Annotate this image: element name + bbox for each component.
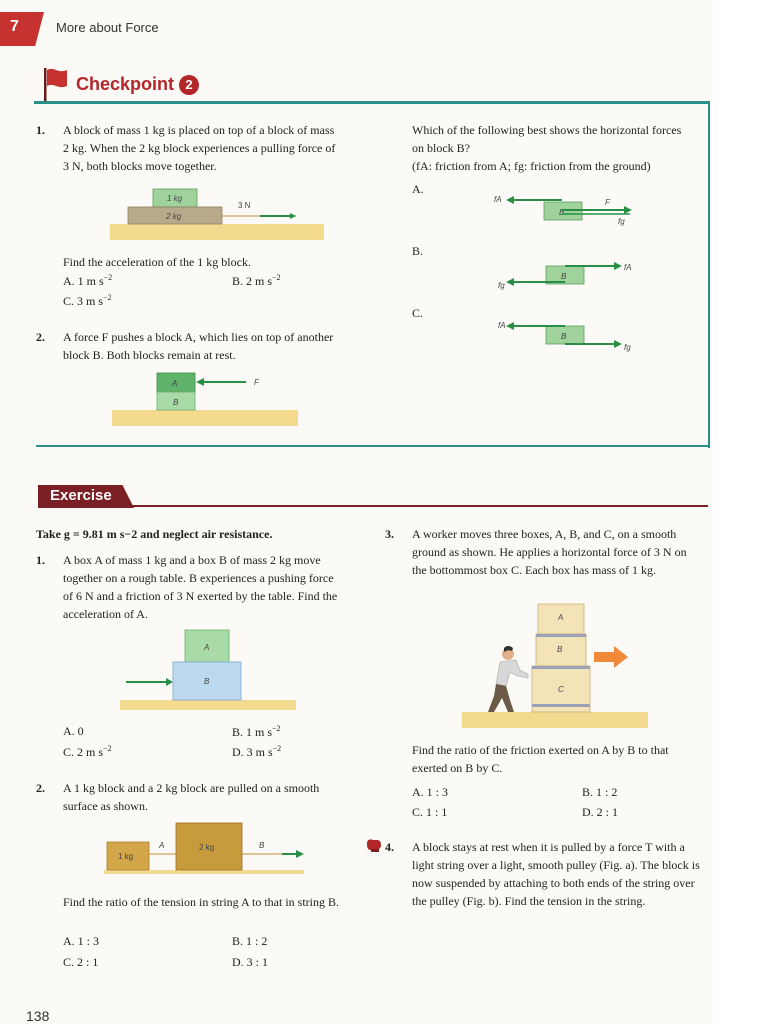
checkpoint-number: 2 <box>185 77 193 92</box>
svg-text:B: B <box>561 272 567 281</box>
cp-q1-force-label: 3 N <box>238 201 251 210</box>
ex-q3-option-a: A. 1 : 3 <box>412 785 448 799</box>
exercise-rule <box>38 505 708 507</box>
cp-q1-number: 1. <box>36 123 45 137</box>
ex-q2-option-a: A. 1 : 3 <box>63 934 99 948</box>
checkpoint-title-text: Checkpoint <box>76 74 175 94</box>
svg-text:fA: fA <box>624 263 632 272</box>
svg-text:fg: fg <box>498 281 505 290</box>
cp-q1-option-a: A. 1 m $s^{-2}$ <box>63 273 113 288</box>
cp-right-text: Which of the following best shows the horizontal forces on block B? <box>412 123 682 155</box>
ex-q1-number: 1. <box>36 553 45 567</box>
cp-q1-bottom-label: 2 kg <box>166 212 182 221</box>
cp-q1-option-c: C. 3 m $s^{-2}$ <box>63 293 112 308</box>
svg-text:fg: fg <box>618 217 625 226</box>
cp-option-c-diagram <box>490 316 650 360</box>
ex-q3-diagram <box>462 600 648 730</box>
checkpoint-number-badge <box>179 75 199 95</box>
ex-q3-b-label: B <box>557 645 563 654</box>
page-edge <box>712 0 768 1024</box>
chapter-tab <box>0 12 44 46</box>
difficulty-icon <box>366 838 382 852</box>
svg-text:F: F <box>605 198 610 207</box>
ex-q1-top-label: A <box>204 643 210 652</box>
chapter-title: More about Force <box>56 20 159 35</box>
cp-q1-diagram <box>110 186 330 242</box>
footer-page-number: 138 <box>26 1008 50 1024</box>
cp-right-option-b: B. <box>412 244 424 258</box>
ex-q3-c-label: C <box>558 685 564 694</box>
cp-q2-diagram <box>112 370 312 430</box>
worker-figure <box>488 646 528 712</box>
ex-q3-question: Find the ratio of the friction exerted on A by B to that exerted on B by C. <box>412 743 669 775</box>
flag-icon <box>40 66 70 106</box>
ex-q2-option-d: D. 3 : 1 <box>232 955 268 969</box>
cp-q1-question: Find the acceleration of the 1 kg block. <box>63 255 251 269</box>
exercise-title: Exercise <box>50 487 112 504</box>
cp-q2-force-label: F <box>254 378 259 387</box>
checkpoint-bottom-rule <box>36 445 710 447</box>
svg-text:fA: fA <box>494 195 502 204</box>
ex-q1-option-c: C. 2 m $s^{-2}$ <box>63 744 112 759</box>
svg-text:fg: fg <box>624 343 631 352</box>
exercise-intro: Take g = 9.81 m s−2 and neglect air resistance. <box>36 527 273 541</box>
ex-q2-big-label: 2 kg <box>199 843 215 852</box>
svg-text:B: B <box>561 332 567 341</box>
ex-q3-number: 3. <box>385 527 394 541</box>
cp-q1-top-label: 1 kg <box>167 194 183 203</box>
ex-q3-option-b: B. 1 : 2 <box>582 785 618 799</box>
ex-q2-option-b: B. 1 : 2 <box>232 934 268 948</box>
ex-q3-option-c: C. 1 : 1 <box>412 805 448 819</box>
ex-q2-question: Find the ratio of the tension in string A to that in string B. <box>63 895 339 909</box>
cp-q2-top-label: A <box>172 379 178 388</box>
cp-q1-text: A block of mass 1 kg is placed on top of a block of mass 2 kg. When the 2 kg block experiences a pulling force of 3 N, both blocks move together. <box>63 123 336 173</box>
cp-option-b-diagram <box>490 258 650 298</box>
cp-q2-number: 2. <box>36 330 45 344</box>
ex-q2-number: 2. <box>36 781 45 795</box>
chapter-number: 7 <box>10 18 19 35</box>
ex-q2-text: A 1 kg block and a 2 kg block are pulled on a smooth surface as shown. <box>63 781 320 813</box>
ex-q1-option-a: A. 0 <box>63 724 84 738</box>
ex-q2-string-a: A <box>159 841 165 850</box>
cp-option-a-diagram <box>490 190 650 234</box>
cp-q1-option-b: B. 2 m $s^{-2}$ <box>232 273 281 288</box>
ex-q1-text: A box A of mass 1 kg and a box B of mass 2 kg move together on a rough table. B experiences a pushing force of 6 N and a friction of 3 N exerted by the table. Find the acceleration of A. <box>63 553 338 621</box>
ex-q2-small-label: 1 kg <box>118 852 134 861</box>
ex-q3-a-label: A <box>558 613 564 622</box>
svg-text:B: B <box>559 208 565 217</box>
ex-q3-option-d: D. 2 : 1 <box>582 805 618 819</box>
svg-text:fA: fA <box>498 321 506 330</box>
cp-q2-bottom-label: B <box>173 398 179 407</box>
checkpoint-title <box>76 74 199 95</box>
cp-q2-text: A force F pushes a block A, which lies on top of another block B. Both blocks remain at rest. <box>63 330 334 362</box>
ex-q2-string-b: B <box>259 841 265 850</box>
ex-q3-text: A worker moves three boxes, A, B, and C, on a smooth ground as shown. He applies a horizontal force of 3 N on the bottommost box C. Each box has mass of 1 kg. <box>412 527 687 577</box>
ex-q2-diagram <box>104 820 314 876</box>
cp-right-legend: (fA: friction from A; fg: friction from the ground) <box>412 159 651 173</box>
ex-q1-diagram <box>120 628 310 712</box>
ex-q4-text: A block stays at rest when it is pulled by a force T with a light string over a light, smooth pulley (Fig. a). The block is now suspended by attaching to both ends of the string over the pulley (Fig. b). Find the tension in the string. <box>412 840 700 908</box>
cp-right-option-c: C. <box>412 306 424 320</box>
ex-q1-option-d: D. 3 m $s^{-2}$ <box>232 744 282 759</box>
cp-right-option-a: A. <box>412 182 424 196</box>
ex-q4-number: 4. <box>385 840 394 854</box>
ex-q1-option-b: B. 1 m $s^{-2}$ <box>232 724 281 739</box>
ex-q2-option-c: C. 2 : 1 <box>63 955 99 969</box>
ex-q1-bottom-label: B <box>204 677 210 686</box>
